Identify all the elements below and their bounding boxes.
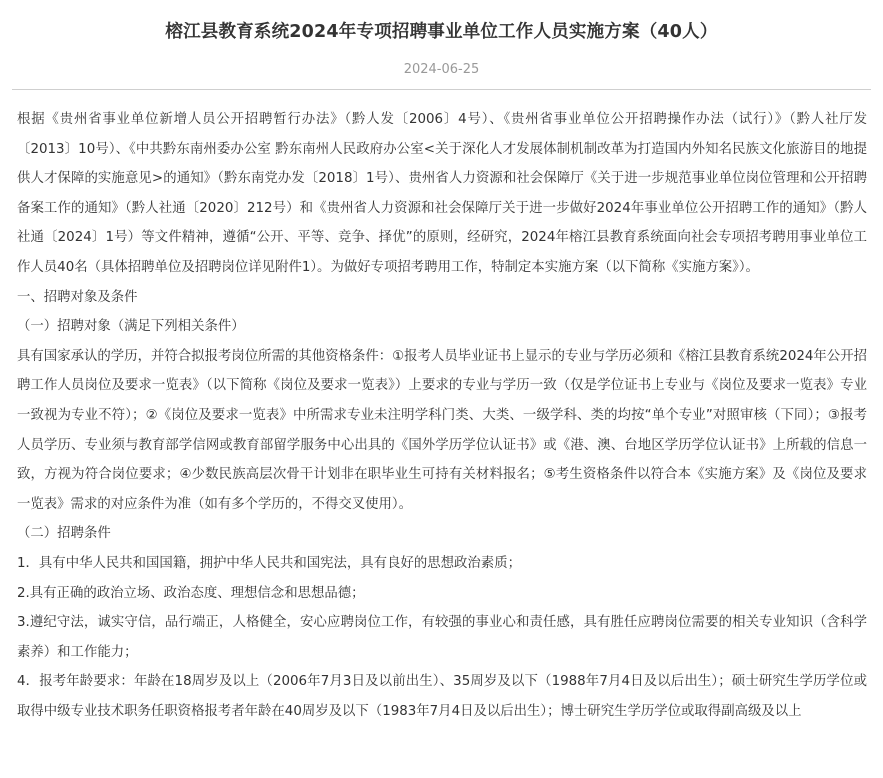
subsection-heading: （二）招聘条件 bbox=[17, 526, 111, 542]
body-paragraph: 具有国家承认的学历，并符合拟报考岗位所需的其他资格条件：①报考人员毕业证书上显示的专业与学历必须和《榕江县教育系统2024年公开招聘工作人员岗位及要求一览表》（以下简称《岗位及要求一览表》）上要求的专业与学历一致（仅是学位证书上专业与《岗位及要求一览表》专业一致视为专业不符）；②《岗位及要求一览表》中所需求专业未注明学科门类、大类、一级学科、类的均按“单个专业”对照审核（下同）；③报考人员学历、专业须与教育部学信网或教育部留学服务中心出具的《国外学历学位认证书》或《港、澳、台地区学历学位认证书》上所载的信息一致，方视为符合岗位要求；④少数民族高层次骨干计划非在职毕业生可持有关材料报名；⑤考生资格条件以符合本《实施方案》及《岗位及要求一览表》需求的对应条件为准（如有多个学历的，不得交叉使用）。 bbox=[17, 348, 867, 512]
subsection-heading: （一）招聘对象（满足下列相关条件） bbox=[17, 319, 245, 335]
publish-date: 2024-06-25 bbox=[403, 62, 480, 77]
article-title: 榕江县教育系统2024年专项招聘事业单位工作人员实施方案（40人） bbox=[165, 22, 718, 42]
condition-item: 4．报考年龄要求：年龄在18周岁及以上（2006年7月3日及以前出生）、35周岁及以下（1988年7月4日及以后出生）；硕士研究生学历学位或取得中级专业技术职务任职资格报考者年龄在40周岁及以下（1983年7月4日及以后出生）；博士研究生学历学位或取得副高级及以上 bbox=[17, 674, 867, 719]
section-heading: 一、招聘对象及条件 bbox=[17, 289, 138, 305]
intro-paragraph: 根据《贵州省事业单位新增人员公开招聘暂行办法》（黔人发〔2006〕4号）、《贵州省事业单位公开招聘操作办法（试行）》（黔人社厅发〔2013〕10号）、《中共黔东南州委办公室 黔东南州人民政府办公室<关于深化人才发展体制机制改革为打造国内外知名民族文化旅游目的地提供人才保障的实施意见>的通知》（黔东南党办发〔2018〕1号）、贵州省人力资源和社会保障厅《关于进一步规范事业单位岗位管理和公开招聘备案工作的通知》（黔人社通〔2020〕212号）和《贵州省人力资源和社会保障厅关于进一步做好2024年事业单位公开招聘工作的通知》（黔人社通〔2024〕1号）等文件精神，遵循“公开、平等、竞争、择优”的原则，经研究，2024年榕江县教育系统面向社会专项招考聘用事业单位工作人员40名（具体招聘单位及招聘岗位详见附件1）。为做好专项招考聘用工作，特制定本实施方案（以下简称《实施方案》）。 bbox=[17, 112, 867, 275]
condition-item: 3.遵纪守法，诚实守信，品行端正，人格健全，安心应聘岗位工作，有较强的事业心和责任感，具有胜任应聘岗位需要的相关专业知识（含科学素养）和工作能力； bbox=[17, 615, 867, 660]
condition-item: 1．具有中华人民共和国国籍，拥护中华人民共和国宪法，具有良好的思想政治素质； bbox=[17, 555, 521, 571]
article-body bbox=[0, 90, 883, 726]
condition-item: 2.具有正确的政治立场、政治态度、理想信念和思想品德； bbox=[17, 585, 365, 601]
